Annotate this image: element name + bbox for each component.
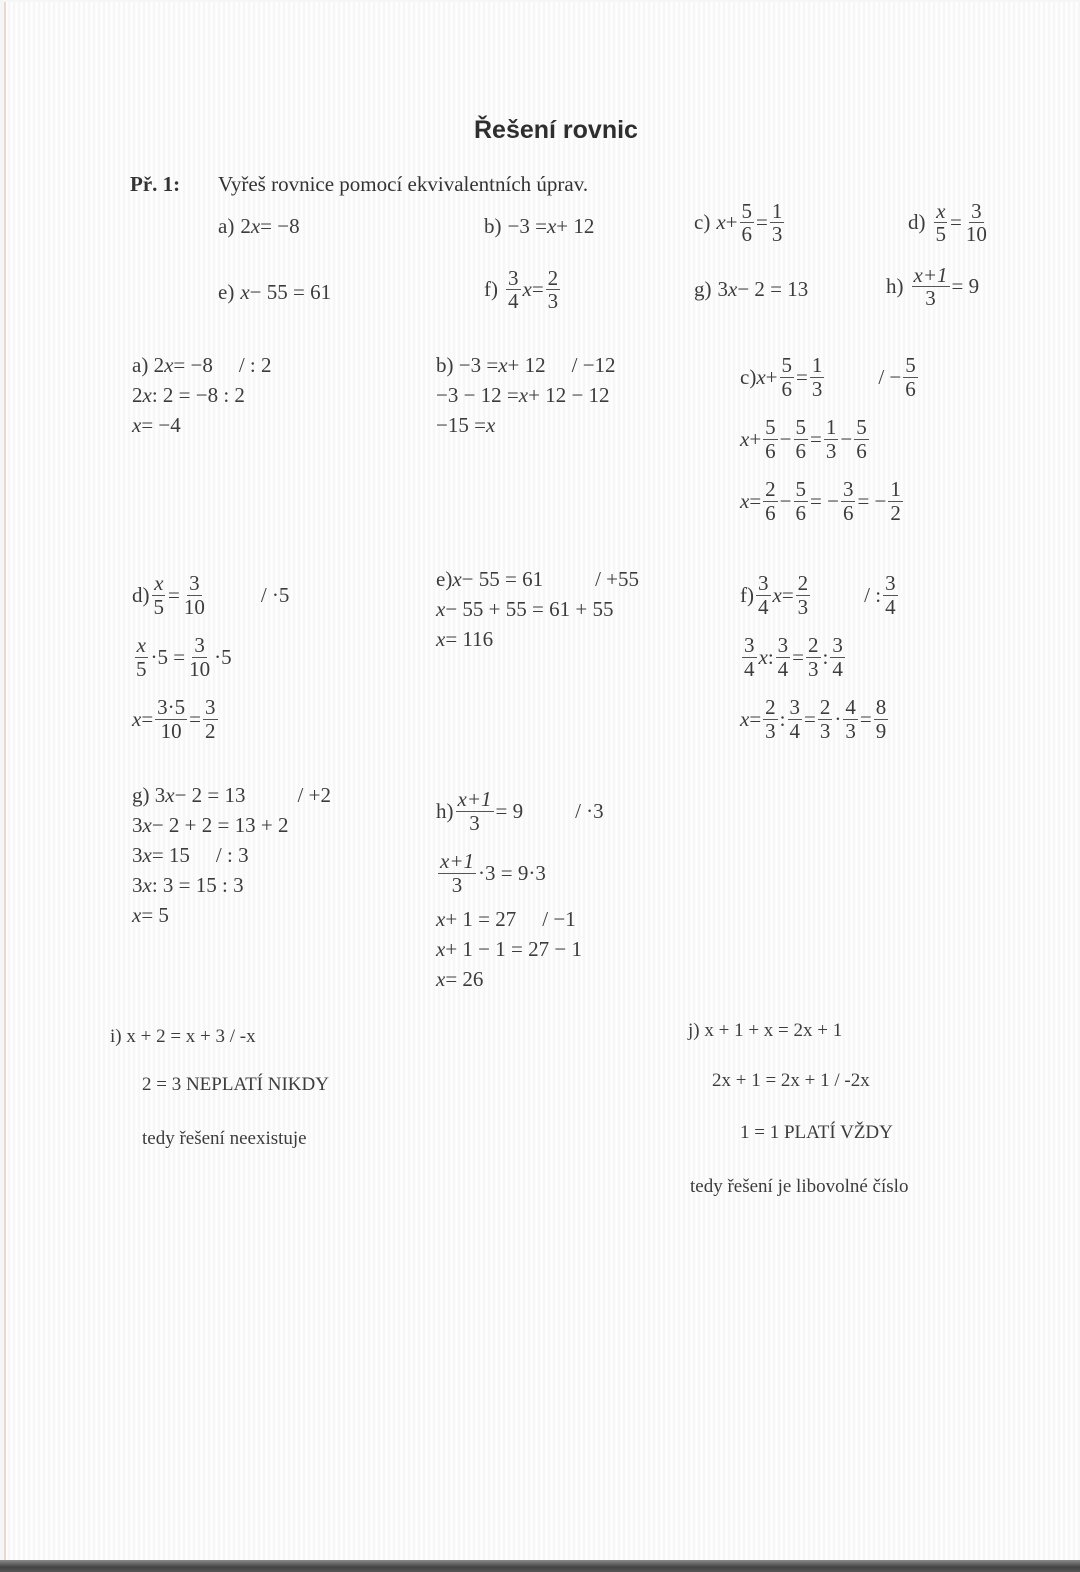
math-text: = 116 (445, 626, 494, 651)
variable: x (772, 582, 782, 607)
math-text: −3 = (507, 214, 547, 238)
math-text: = 5 (141, 902, 169, 927)
solution-g (132, 780, 331, 930)
fraction-denominator: 3 (797, 594, 809, 619)
fraction-numerator: x (936, 199, 946, 223)
variable: x (498, 352, 508, 377)
variable: x (452, 566, 462, 591)
math-text: = (950, 210, 962, 235)
problem-f (484, 267, 562, 312)
variable: x (132, 706, 142, 731)
fraction-numerator: 3 (789, 695, 801, 720)
math-text: + 12 (507, 352, 546, 377)
problem-c (694, 200, 786, 245)
solution-step (740, 408, 920, 470)
solution-j-conclusion: tedy řešení je libovolné číslo (690, 1176, 909, 1197)
fraction-denominator: 6 (795, 438, 807, 463)
fraction-numerator: x+1 (913, 263, 948, 287)
math-text: = (859, 706, 872, 731)
solution-step (436, 410, 616, 440)
fraction (912, 264, 950, 309)
variable: x (240, 280, 250, 304)
math-text: ·5 (214, 644, 232, 669)
fraction-denominator: 3 (845, 718, 856, 743)
variable: x (740, 426, 750, 451)
variable: x (436, 966, 446, 991)
variable: x (142, 842, 152, 867)
math-text: −3 − 12 = (436, 382, 519, 407)
math-text: b) (484, 214, 502, 238)
math-text: − 55 = 61 (461, 566, 544, 591)
math-text: = (792, 644, 805, 669)
fraction (806, 634, 821, 679)
variable: x (485, 412, 496, 437)
fraction (740, 200, 755, 245)
variable: x (436, 626, 446, 651)
math-text: / +55 (595, 566, 640, 591)
math-text: = (749, 706, 762, 731)
fraction-denominator: 5 (153, 594, 164, 619)
math-text: = (141, 706, 154, 731)
solution-step (436, 904, 604, 934)
math-text: ·5 = (150, 644, 186, 669)
fraction (187, 634, 212, 679)
math-text: = 9 (951, 274, 980, 299)
fraction-numerator: 5 (741, 199, 752, 223)
fraction-denominator: 10 (183, 594, 205, 619)
page-bottom-shadow (0, 1560, 1080, 1572)
math-text: h) (886, 274, 904, 299)
math-text: + (749, 426, 762, 451)
variable: x (546, 214, 557, 238)
fraction-numerator: 5 (781, 353, 792, 378)
solution-step (132, 350, 272, 380)
math-text: e) (218, 280, 235, 304)
math-text: − 2 = 13 (737, 277, 809, 301)
variable: x (142, 812, 152, 837)
variable: x (758, 644, 768, 669)
math-text: : 2 = −8 : 2 (151, 382, 245, 407)
page-title: Řešení rovnic (474, 116, 638, 144)
fraction (830, 634, 845, 679)
math-text: − (779, 426, 792, 451)
fraction (788, 696, 803, 741)
fraction-denominator: 10 (160, 718, 182, 743)
math-text: 3 (717, 277, 728, 301)
fraction-denominator: 3 (451, 872, 463, 897)
math-text: = (168, 582, 180, 607)
solution-a (132, 350, 272, 440)
fraction (763, 696, 778, 741)
solution-step (740, 470, 920, 532)
solution-c (740, 346, 920, 532)
math-text: + 1 = 27 (445, 906, 517, 931)
fraction (854, 416, 869, 461)
solution-j-result: 1 = 1 PLATÍ VŽDY (740, 1122, 893, 1143)
fraction-denominator: 6 (741, 222, 752, 247)
fraction-denominator: 6 (781, 376, 792, 401)
worksheet-page (4, 2, 1080, 1560)
variable: x (142, 382, 152, 407)
fraction-numerator: 5 (795, 477, 807, 502)
fraction-denominator: 3 (819, 718, 831, 743)
fraction (903, 354, 918, 399)
math-text: − (779, 488, 792, 513)
math-text: − 2 + 2 = 13 + 2 (151, 812, 289, 837)
fraction-denominator: 4 (777, 656, 789, 681)
math-text: d) (132, 582, 150, 607)
math-text: = (804, 706, 816, 731)
fraction-denominator: 3 (808, 656, 819, 681)
math-text: / : (864, 582, 882, 607)
math-text: = − (810, 488, 839, 513)
fraction-denominator: 3 (469, 810, 480, 835)
fraction-numerator: 2 (547, 266, 559, 290)
fraction-numerator: 3 (971, 199, 982, 223)
solution-step (132, 780, 331, 810)
math-text: c) (740, 364, 757, 389)
fraction-denominator: 4 (832, 656, 843, 681)
fraction-denominator: 9 (875, 718, 887, 743)
math-text: + 12 − 12 (528, 382, 610, 407)
fraction (874, 696, 889, 741)
fraction-numerator: 3 (777, 633, 789, 658)
fraction-numerator: 5 (905, 353, 916, 378)
math-text: b) −3 = (436, 352, 499, 377)
math-text: / : 2 (238, 352, 272, 377)
solution-step (132, 688, 289, 750)
fraction-numerator: 5 (795, 415, 807, 440)
solution-d (132, 564, 289, 750)
solution-step (436, 594, 639, 624)
math-text: f) (740, 582, 754, 607)
math-text: + (765, 364, 778, 389)
solution-step (132, 810, 331, 840)
fraction (888, 478, 903, 523)
fraction (780, 354, 795, 399)
math-text: = (189, 706, 202, 731)
fraction-numerator: 2 (765, 477, 776, 502)
math-text: + (725, 210, 738, 235)
fraction-denominator: 3 (825, 438, 837, 463)
problem-g (694, 277, 808, 302)
variable: x (728, 277, 738, 301)
fraction-numerator: x+1 (457, 787, 492, 812)
math-text: : 3 = 15 : 3 (151, 872, 244, 897)
fraction (742, 634, 757, 679)
variable: x (436, 596, 446, 621)
math-text: − 55 = 61 (249, 280, 332, 304)
fraction-numerator: 1 (811, 353, 823, 378)
fraction-denominator: 4 (885, 594, 896, 619)
math-text: = 15 (151, 842, 190, 867)
fraction-denominator: 3 (547, 289, 559, 314)
fraction-denominator: 4 (508, 289, 519, 314)
math-text: = 9 (495, 798, 524, 823)
fraction (794, 478, 809, 523)
fraction-denominator: 10 (965, 222, 987, 247)
fraction-numerator: 3 (885, 571, 896, 596)
problem-d (908, 200, 991, 245)
fraction-denominator: 4 (758, 594, 769, 619)
math-text: d) (908, 210, 926, 235)
variable: x (522, 277, 532, 302)
math-text: = −8 (173, 352, 213, 377)
fraction (456, 788, 494, 833)
solution-step (436, 964, 604, 994)
math-text: = − (857, 488, 887, 513)
variable: x (132, 412, 142, 437)
math-text: 3 (132, 872, 143, 897)
math-text: = −8 (260, 214, 300, 238)
solution-b (436, 350, 616, 440)
solution-step (132, 870, 331, 900)
fraction-denominator: 6 (842, 500, 854, 525)
task-label: Př. 1: (130, 172, 181, 196)
fraction-denominator: 2 (205, 718, 216, 743)
fraction-numerator: 3 (744, 633, 755, 658)
fraction (883, 572, 898, 617)
variable: x (436, 936, 446, 961)
solution-step (132, 410, 272, 440)
math-text: / ·3 (575, 798, 604, 823)
solution-step (740, 346, 920, 408)
fraction (796, 572, 811, 617)
variable: x (756, 364, 766, 389)
math-text: / : 3 (215, 842, 249, 867)
solution-i-conclusion: tedy řešení neexistuje (142, 1128, 307, 1149)
problem-b (484, 214, 594, 239)
math-text: − (840, 426, 853, 451)
fraction-denominator: 2 (890, 500, 901, 525)
fraction (794, 416, 809, 461)
fraction-numerator: 3 (205, 695, 216, 720)
solution-step (436, 842, 604, 904)
math-text: / − (878, 364, 902, 389)
math-text: · (834, 706, 842, 731)
variable: x (132, 902, 142, 927)
math-text: + 12 (556, 214, 595, 238)
fraction (506, 267, 521, 312)
variable: x (716, 210, 726, 235)
math-text: = −4 (141, 412, 181, 437)
fraction (756, 572, 771, 617)
fraction (818, 696, 833, 741)
math-text: e) (436, 566, 453, 591)
math-text: 3 (132, 812, 143, 837)
math-text: g) 3 (132, 782, 166, 807)
fraction-numerator: 3·5 (157, 695, 186, 720)
problem-e (218, 280, 331, 305)
math-text: = (810, 426, 822, 451)
fraction-denominator: 3 (925, 286, 936, 311)
fraction (776, 634, 791, 679)
fraction-denominator: 10 (189, 656, 211, 681)
fraction (841, 478, 856, 523)
math-text: = (796, 364, 808, 389)
solution-step (436, 934, 604, 964)
fraction-numerator: 2 (797, 571, 809, 596)
math-text: 2 (132, 382, 143, 407)
fraction (438, 850, 476, 895)
solution-h (436, 780, 604, 994)
solution-step (436, 380, 616, 410)
fraction-numerator: 2 (819, 695, 831, 720)
math-text: f) (484, 277, 498, 302)
math-text: = (531, 277, 544, 302)
math-text: / ·5 (260, 582, 290, 607)
math-text: / +2 (297, 782, 331, 807)
fraction-numerator: 3 (758, 571, 769, 596)
fraction-numerator: 3 (508, 266, 519, 290)
fraction (824, 416, 839, 461)
math-text: / −12 (571, 352, 616, 377)
solution-step (132, 900, 331, 930)
fraction-numerator: 5 (856, 415, 867, 440)
math-text: 3 (132, 842, 143, 867)
solution-step (436, 350, 616, 380)
variable: x (165, 782, 175, 807)
task-instruction: Vyřeš rovnice pomocí ekvivalentních úprav. (218, 172, 589, 196)
fraction-numerator: 1 (825, 415, 837, 440)
fraction-denominator: 5 (935, 222, 946, 247)
fraction-numerator: 3 (832, 633, 843, 658)
solution-step (740, 626, 900, 688)
solution-j-equation: j) x + 1 + x = 2x + 1 (688, 1020, 843, 1041)
variable: x (518, 382, 529, 407)
variable: x (740, 488, 750, 513)
fraction (203, 696, 218, 741)
fraction-denominator: 4 (789, 718, 801, 743)
fraction-numerator: 3 (189, 571, 200, 596)
fraction-denominator: 6 (905, 376, 916, 401)
solution-step (436, 564, 639, 594)
math-text: c) (694, 210, 711, 235)
fraction (770, 200, 785, 245)
problem-h (886, 264, 979, 309)
fraction-denominator: 3 (811, 376, 823, 401)
solution-i-equation: i) x + 2 = x + 3 / -x (110, 1026, 256, 1047)
fraction-numerator: 2 (808, 633, 819, 658)
fraction-denominator: 3 (771, 222, 783, 247)
fraction-numerator: 3 (842, 477, 854, 502)
solution-e (436, 564, 639, 654)
solution-step (436, 624, 639, 654)
fraction (843, 696, 858, 741)
solution-f (740, 564, 900, 750)
math-text: a) (218, 214, 235, 238)
fraction-denominator: 3 (765, 718, 776, 743)
fraction (155, 696, 187, 741)
math-text: : (779, 706, 786, 731)
fraction (546, 267, 561, 312)
solution-step (740, 688, 900, 750)
solution-step (436, 780, 604, 842)
fraction-denominator: 5 (136, 656, 147, 681)
variable: x (740, 706, 750, 731)
fraction (152, 572, 167, 617)
fraction-denominator: 6 (795, 500, 807, 525)
fraction-denominator: 4 (744, 656, 755, 681)
math-text: ·3 = 9·3 (478, 860, 546, 885)
fraction-numerator: 4 (845, 695, 856, 720)
fraction (182, 572, 207, 617)
fraction-numerator: 3 (194, 633, 205, 658)
fraction-numerator: 5 (765, 415, 776, 440)
fraction-numerator: 1 (890, 477, 901, 502)
math-text: + 1 − 1 = 27 − 1 (445, 936, 582, 961)
math-text: = (749, 488, 762, 513)
fraction-numerator: 1 (771, 199, 783, 223)
fraction-numerator: 2 (765, 695, 776, 720)
solution-step (132, 840, 331, 870)
solution-i-result: 2 = 3 NEPLATÍ NIKDY (142, 1074, 329, 1095)
fraction (934, 200, 949, 245)
fraction (763, 478, 778, 523)
math-text: g) (694, 277, 712, 301)
math-text: = 26 (445, 966, 484, 991)
fraction (964, 200, 989, 245)
math-text: 2 (240, 214, 251, 238)
fraction-denominator: 6 (765, 500, 776, 525)
variable: x (164, 352, 174, 377)
fraction (134, 634, 149, 679)
math-text: h) (436, 798, 454, 823)
fraction-numerator: x (154, 571, 164, 596)
variable: x (436, 906, 446, 931)
math-text: −15 = (436, 412, 486, 437)
math-text: − 55 + 55 = 61 + 55 (445, 596, 614, 621)
solution-step (132, 564, 289, 626)
variable: x (142, 872, 152, 897)
math-text: / −1 (542, 906, 576, 931)
math-text: : (822, 644, 829, 669)
fraction-denominator: 6 (856, 438, 867, 463)
fraction-denominator: 6 (765, 438, 776, 463)
math-text: = (756, 210, 768, 235)
variable: x (250, 214, 261, 238)
solution-step (132, 626, 289, 688)
fraction-numerator: x+1 (440, 849, 474, 874)
math-text: : (767, 644, 774, 669)
solution-step (132, 380, 272, 410)
fraction-numerator: x (136, 633, 146, 658)
problem-a (218, 214, 300, 239)
fraction (810, 354, 825, 399)
solution-j-step: 2x + 1 = 2x + 1 / -2x (712, 1070, 870, 1091)
math-text: a) 2 (132, 352, 165, 377)
math-text: = (781, 582, 794, 607)
fraction-numerator: 8 (875, 695, 887, 720)
fraction (763, 416, 778, 461)
math-text: − 2 = 13 (174, 782, 246, 807)
solution-step (740, 564, 900, 626)
